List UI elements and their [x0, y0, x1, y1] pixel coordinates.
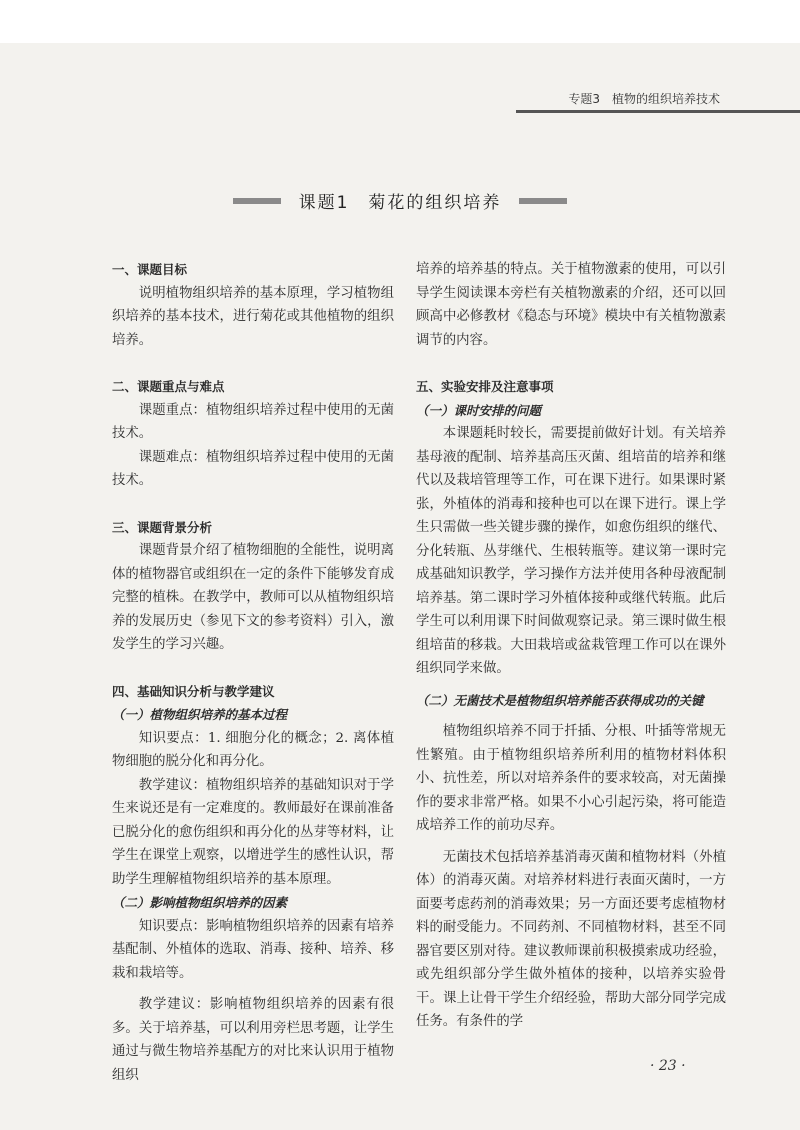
paragraph: 教学建议：植物组织培养的基础知识对于学生来说还是有一定难度的。教师最好在课前准备已脱分化的愈伤组织和再分化的丛芽等材料，让学生在课堂上观察，以增进学生的感性认识，帮助学生理解植物组织培养的基本原理。 — [112, 777, 394, 887]
paragraph: 知识要点：1. 细胞分化的概念；2. 离体植物细胞的脱分化和再分化。 — [112, 730, 394, 769]
paragraph: 植物组织培养不同于扦插、分根、叶插等常规无性繁殖。由于植物组织培养所利用的植物材料体积小、抗性差，所以对培养条件的要求较高，对无菌操作的要求非常严格。如果不小心引起污染，将可能造成培养工作的前功尽弃。 — [416, 724, 726, 833]
section-heading: 三、课题背景分析 — [112, 519, 213, 535]
paragraph: 课题重点：植物组织培养过程中使用的无菌技术。 — [112, 402, 394, 441]
subsection-heading: （一）课时安排的问题 — [416, 402, 542, 418]
section-heading: 二、课题重点与难点 — [112, 379, 225, 394]
subsection-heading: （一）植物组织培养的基本过程 — [112, 707, 288, 722]
right-column — [416, 258, 726, 1034]
subsection-heading: （二）影响植物组织培养的因素 — [112, 895, 288, 910]
title-bar-left — [233, 198, 281, 204]
paragraph: 教学建议：影响植物组织培养的因素有很多。关于培养基，可以利用旁栏思考题，让学生通过与微生物培养基配方的对比来认识用于植物组织 — [112, 997, 394, 1083]
section-heading: 一、课题目标 — [112, 262, 188, 277]
title-bar-right — [519, 198, 567, 204]
paragraph: 说明植物组织培养的基本原理，学习植物组织培养的基本技术，进行菊花或其他植物的组织培养。 — [112, 285, 394, 348]
running-header: 专题3 植物的组织培养技术 — [568, 92, 720, 106]
paragraph: 本课题耗时较长，需要提前做好计划。有关培养基母液的配制、培养基高压灭菌、组培苗的培养和继代以及栽培管理等工作，可在课下进行。如果课时紧张，外植体的消毒和接种也可以在课下进行。课上学生只需做一些关键步骤的操作，如愈伤组织的继代、分化转瓶、丛芽继代、生根转瓶等。建议第一课时完成基础知识教学，学习操作方法并使用各种母液配制培养基。第二课时学习外植体接种或继代转瓶。此后学生可以利用课下时间做观察记录。第三课时做生根组培苗的移栽。大田栽培或盆栽管理工作可以在课外组织同学来做。 — [416, 426, 726, 676]
lesson-title-block — [0, 188, 800, 213]
lesson-title: 课题1 菊花的组织培养 — [298, 193, 502, 213]
subsection-heading: （二）无菌技术是植物组织培养能否获得成功的关键 — [416, 692, 704, 708]
paragraph: 培养的培养基的特点。关于植物激素的使用，可以引导学生阅读课本旁栏有关植物激素的介绍，还可以回顾高中必修教材《稳态与环境》模块中有关植物激素调节的内容。 — [416, 262, 726, 348]
paragraph: 无菌技术包括培养基消毒灭菌和植物材料（外植体）的消毒灭菌。对培养材料进行表面灭菌时，一方面要考虑药剂的消毒效果；另一方面还要考虑植物材料的耐受能力。不同药剂、不同植物材料，甚至不同器官要区别对待。建议教师课前积极摸索成功经验，或先组织部分学生做外植体的接种，以培养实验骨干。课上让骨干学生介绍经验，帮助大部分同学完成任务。有条件的学 — [416, 849, 726, 1029]
section-heading: 五、实验安排及注意事项 — [416, 379, 554, 394]
scan-top-margin — [0, 0, 800, 43]
paragraph: 课题背景介绍了植物细胞的全能性，说明离体的植物器官或组织在一定的条件下能够发育成完整的植株。在教学中，教师可以从植物组织培养的发展历史（参见下文的参考资料）引入，激发学生的学习兴趣。 — [112, 543, 394, 652]
page-number: · 23 · — [650, 1058, 686, 1074]
left-column — [112, 258, 394, 1087]
paragraph: 课题难点：植物组织培养过程中使用的无菌技术。 — [112, 449, 394, 488]
paragraph: 知识要点：影响植物组织培养的因素有培养基配制、外植体的选取、消毒、接种、培养、移栽和栽培等。 — [112, 918, 394, 981]
section-heading: 四、基础知识分析与教学建议 — [112, 683, 275, 699]
header-rule — [516, 110, 800, 113]
